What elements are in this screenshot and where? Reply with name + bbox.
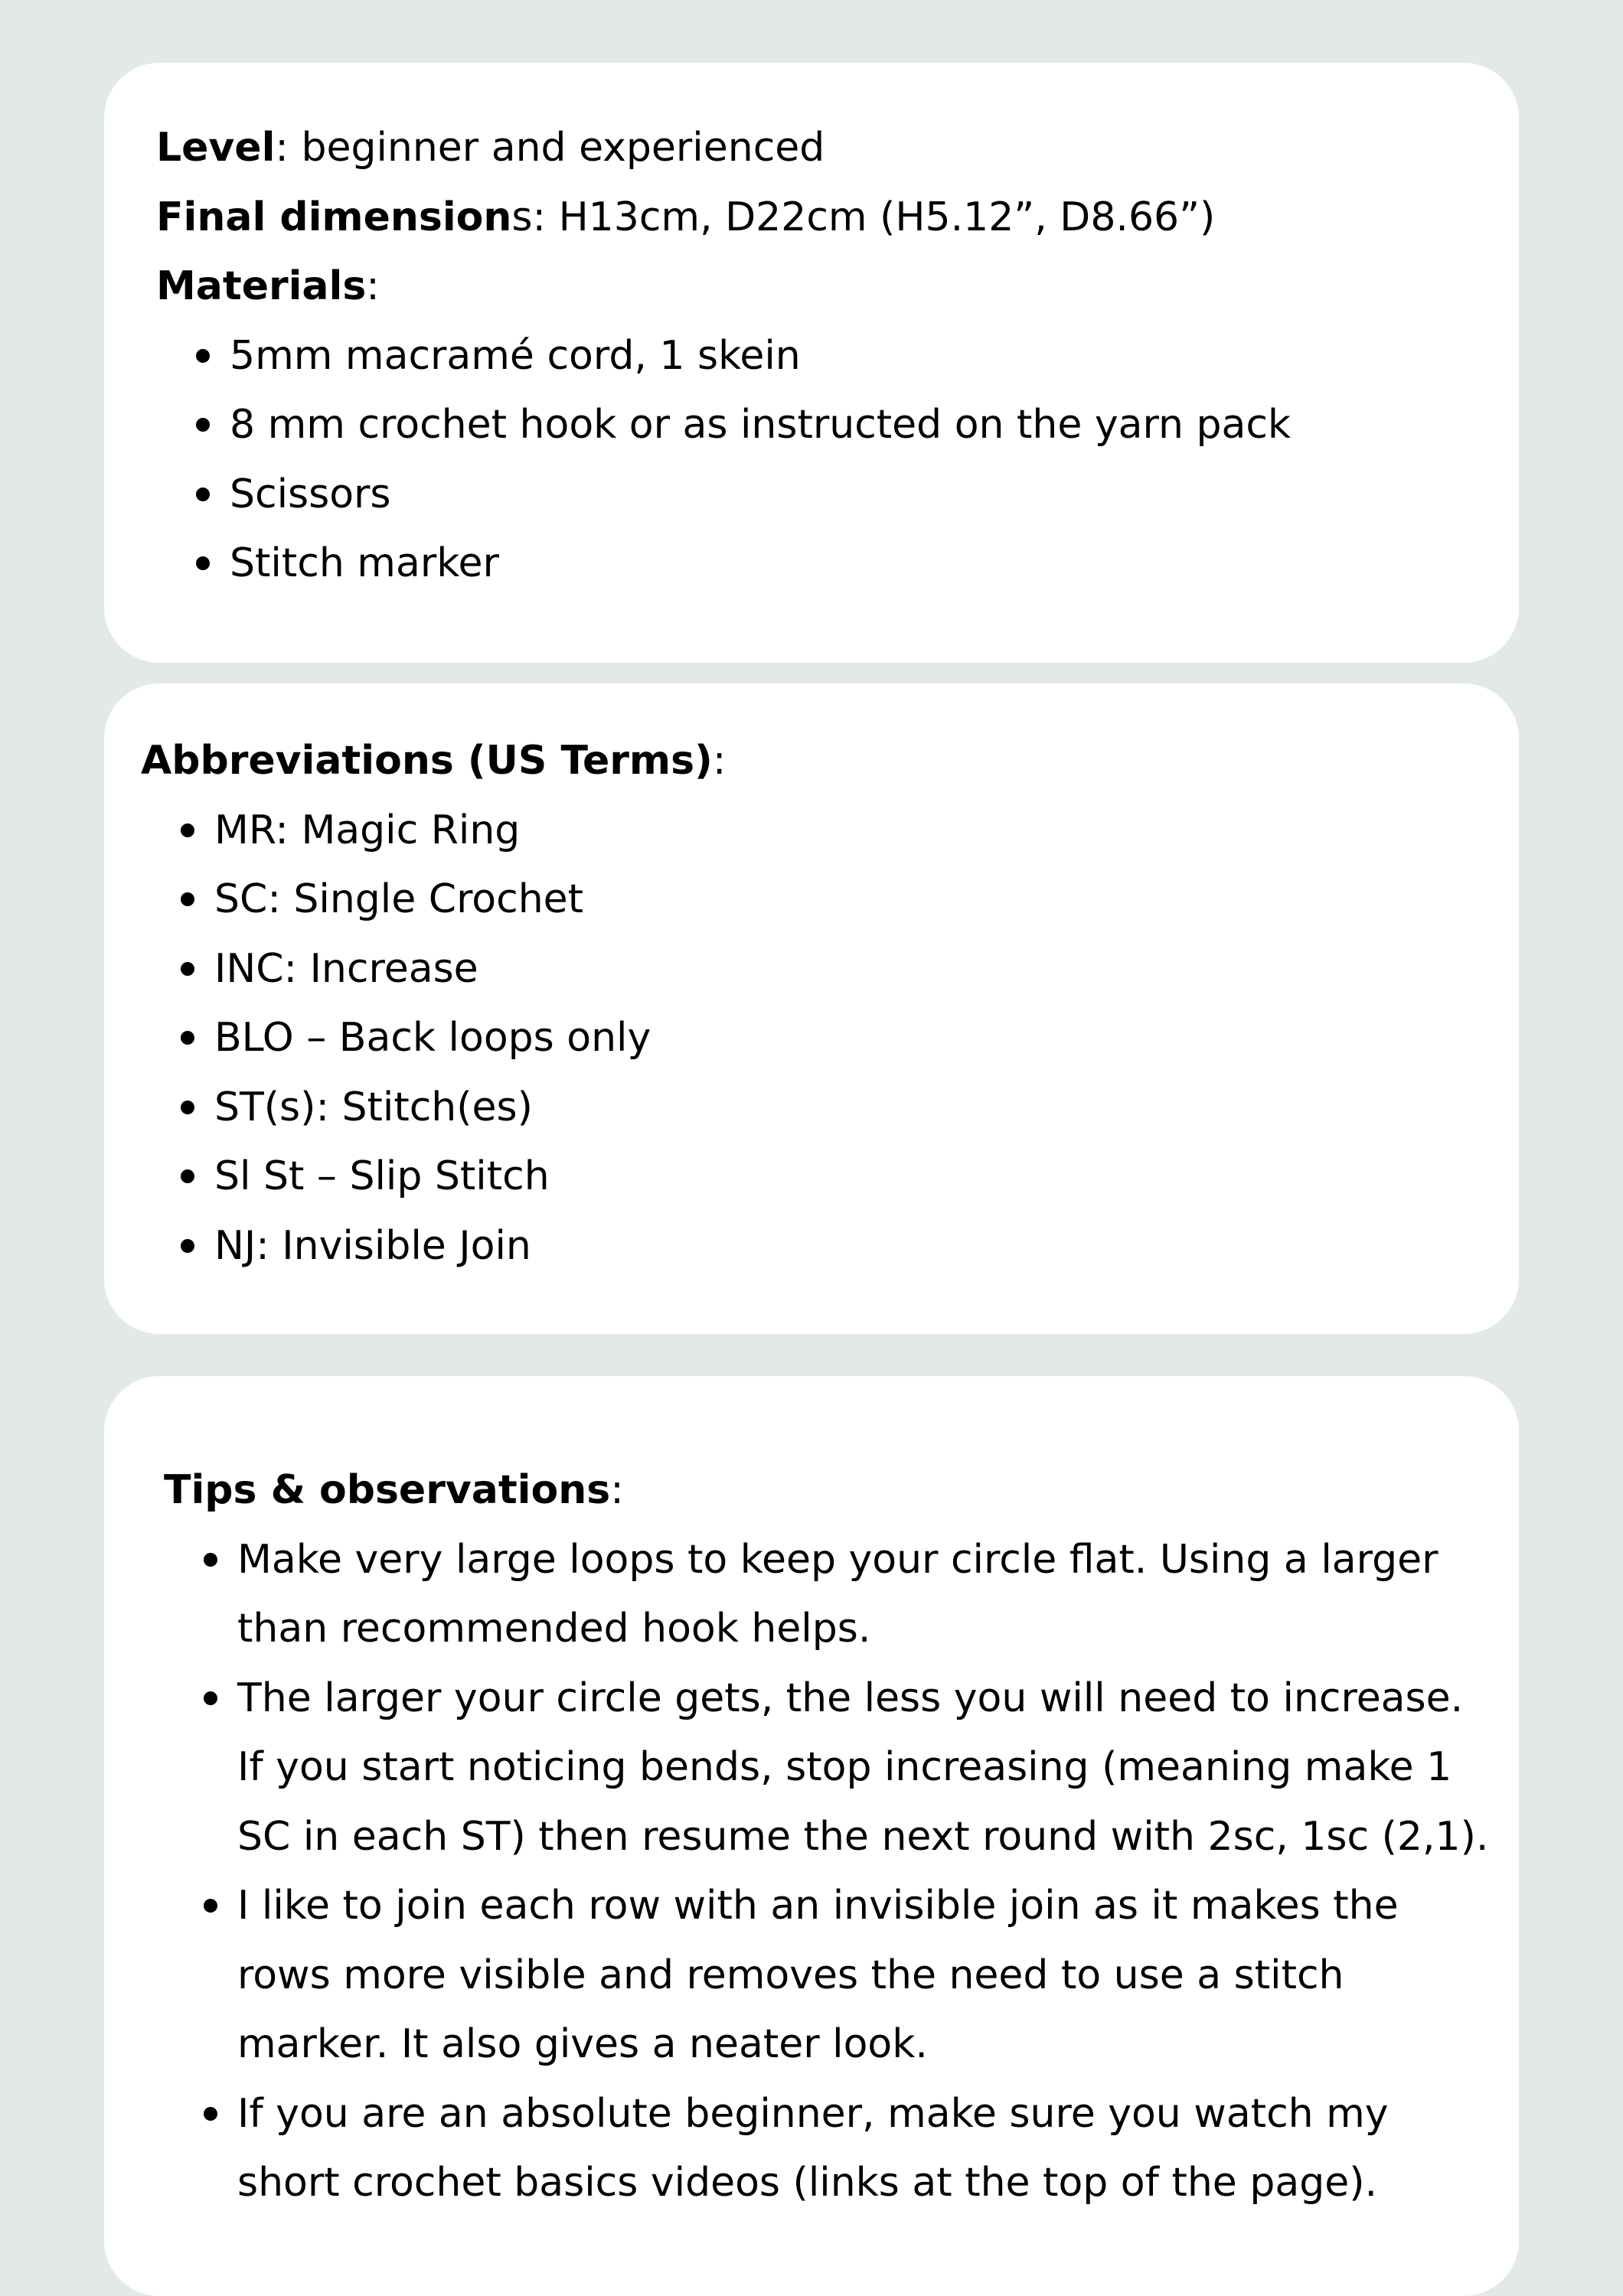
materials-label: Materials xyxy=(156,263,367,309)
bullet-icon xyxy=(196,349,210,363)
list-item xyxy=(141,1073,1519,1143)
abbreviation-text: SC: Single Crochet xyxy=(214,876,584,922)
tips-colon: : xyxy=(610,1467,624,1513)
bullet-icon xyxy=(181,962,194,976)
bullet-icon xyxy=(181,892,194,906)
bullet-icon xyxy=(181,1239,194,1253)
tip-text-line: I like to join each row with an invisible join as it makes the xyxy=(237,1883,1399,1929)
bullet-icon xyxy=(181,1031,194,1045)
dimensions-value: s: H13cm, D22cm (H5.12”, D8.66”) xyxy=(511,194,1216,240)
tip-text-line: Make very large loops to keep your circle flat. Using a larger xyxy=(237,1536,1438,1583)
material-text: 8 mm crochet hook or as instructed on the yarn pack xyxy=(230,402,1292,448)
list-item xyxy=(141,796,1519,866)
abbreviation-text: ST(s): Stitch(es) xyxy=(214,1084,533,1130)
list-item xyxy=(164,1664,1519,1872)
bullet-icon xyxy=(196,418,210,432)
level-label: Level xyxy=(156,125,276,171)
tip-text-line: If you are an absolute beginner, make sure you watch my xyxy=(237,2090,1389,2137)
list-item xyxy=(141,1212,1519,1281)
list-item xyxy=(141,1003,1519,1073)
tips-title: Tips & observations xyxy=(164,1467,611,1513)
abbreviations-heading xyxy=(141,726,1519,796)
material-text: 5mm macramé cord, 1 skein xyxy=(230,332,801,379)
list-item xyxy=(156,529,1519,598)
level-line xyxy=(156,113,1519,183)
tips-heading xyxy=(164,1456,1519,1525)
dimensions-line xyxy=(156,183,1519,253)
tip-text-line: marker. It also gives a neater look. xyxy=(237,2021,928,2067)
tip-text-line: short crochet basics videos (links at the top of the page). xyxy=(237,2160,1378,2206)
tip-text-line: If you start noticing bends, stop increasing (meaning make 1 xyxy=(237,1744,1452,1790)
bullet-icon xyxy=(196,556,210,570)
abbreviation-text: NJ: Invisible Join xyxy=(214,1222,531,1269)
materials-heading xyxy=(156,252,1519,321)
tip-text-line: rows more visible and removes the need to use a stitch xyxy=(237,1952,1344,1998)
abbreviations-colon: : xyxy=(712,738,727,784)
abbreviation-text: Sl St – Slip Stitch xyxy=(214,1153,550,1199)
tips-list xyxy=(164,1525,1519,2218)
abbreviations-card xyxy=(104,683,1519,1334)
bullet-icon xyxy=(196,488,210,501)
tip-text-line: The larger your circle gets, the less you will need to increase. xyxy=(237,1675,1464,1721)
materials-card xyxy=(104,63,1519,663)
dimensions-label: Final dimension xyxy=(156,194,512,240)
abbreviations-list xyxy=(141,796,1519,1281)
materials-colon: : xyxy=(366,263,380,309)
list-item xyxy=(164,1871,1519,2079)
abbreviation-text: MR: Magic Ring xyxy=(214,807,521,853)
material-text: Scissors xyxy=(230,471,391,517)
abbreviation-text: INC: Increase xyxy=(214,945,478,992)
list-item xyxy=(156,321,1519,391)
tip-text-line: than recommended hook helps. xyxy=(237,1606,871,1652)
bullet-icon xyxy=(204,1553,217,1567)
tips-card xyxy=(104,1376,1519,2296)
bullet-icon xyxy=(204,1899,217,1913)
list-item xyxy=(141,1142,1519,1212)
bullet-icon xyxy=(181,1101,194,1114)
tip-text-line: SC in each ST) then resume the next round with 2sc, 1sc (2,1). xyxy=(237,1813,1489,1860)
bullet-icon xyxy=(181,823,194,837)
list-item xyxy=(156,390,1519,460)
bullet-icon xyxy=(204,1691,217,1705)
level-value: : beginner and experienced xyxy=(275,125,825,171)
list-item xyxy=(141,934,1519,1004)
list-item xyxy=(156,460,1519,530)
abbreviation-text: BLO – Back loops only xyxy=(214,1015,651,1061)
material-text: Stitch marker xyxy=(230,540,499,586)
list-item xyxy=(164,1525,1519,1664)
list-item xyxy=(141,865,1519,934)
list-item xyxy=(164,2079,1519,2218)
abbreviations-title: Abbreviations (US Terms) xyxy=(141,738,713,784)
bullet-icon xyxy=(181,1169,194,1183)
bullet-icon xyxy=(204,2107,217,2121)
materials-list xyxy=(156,321,1519,598)
